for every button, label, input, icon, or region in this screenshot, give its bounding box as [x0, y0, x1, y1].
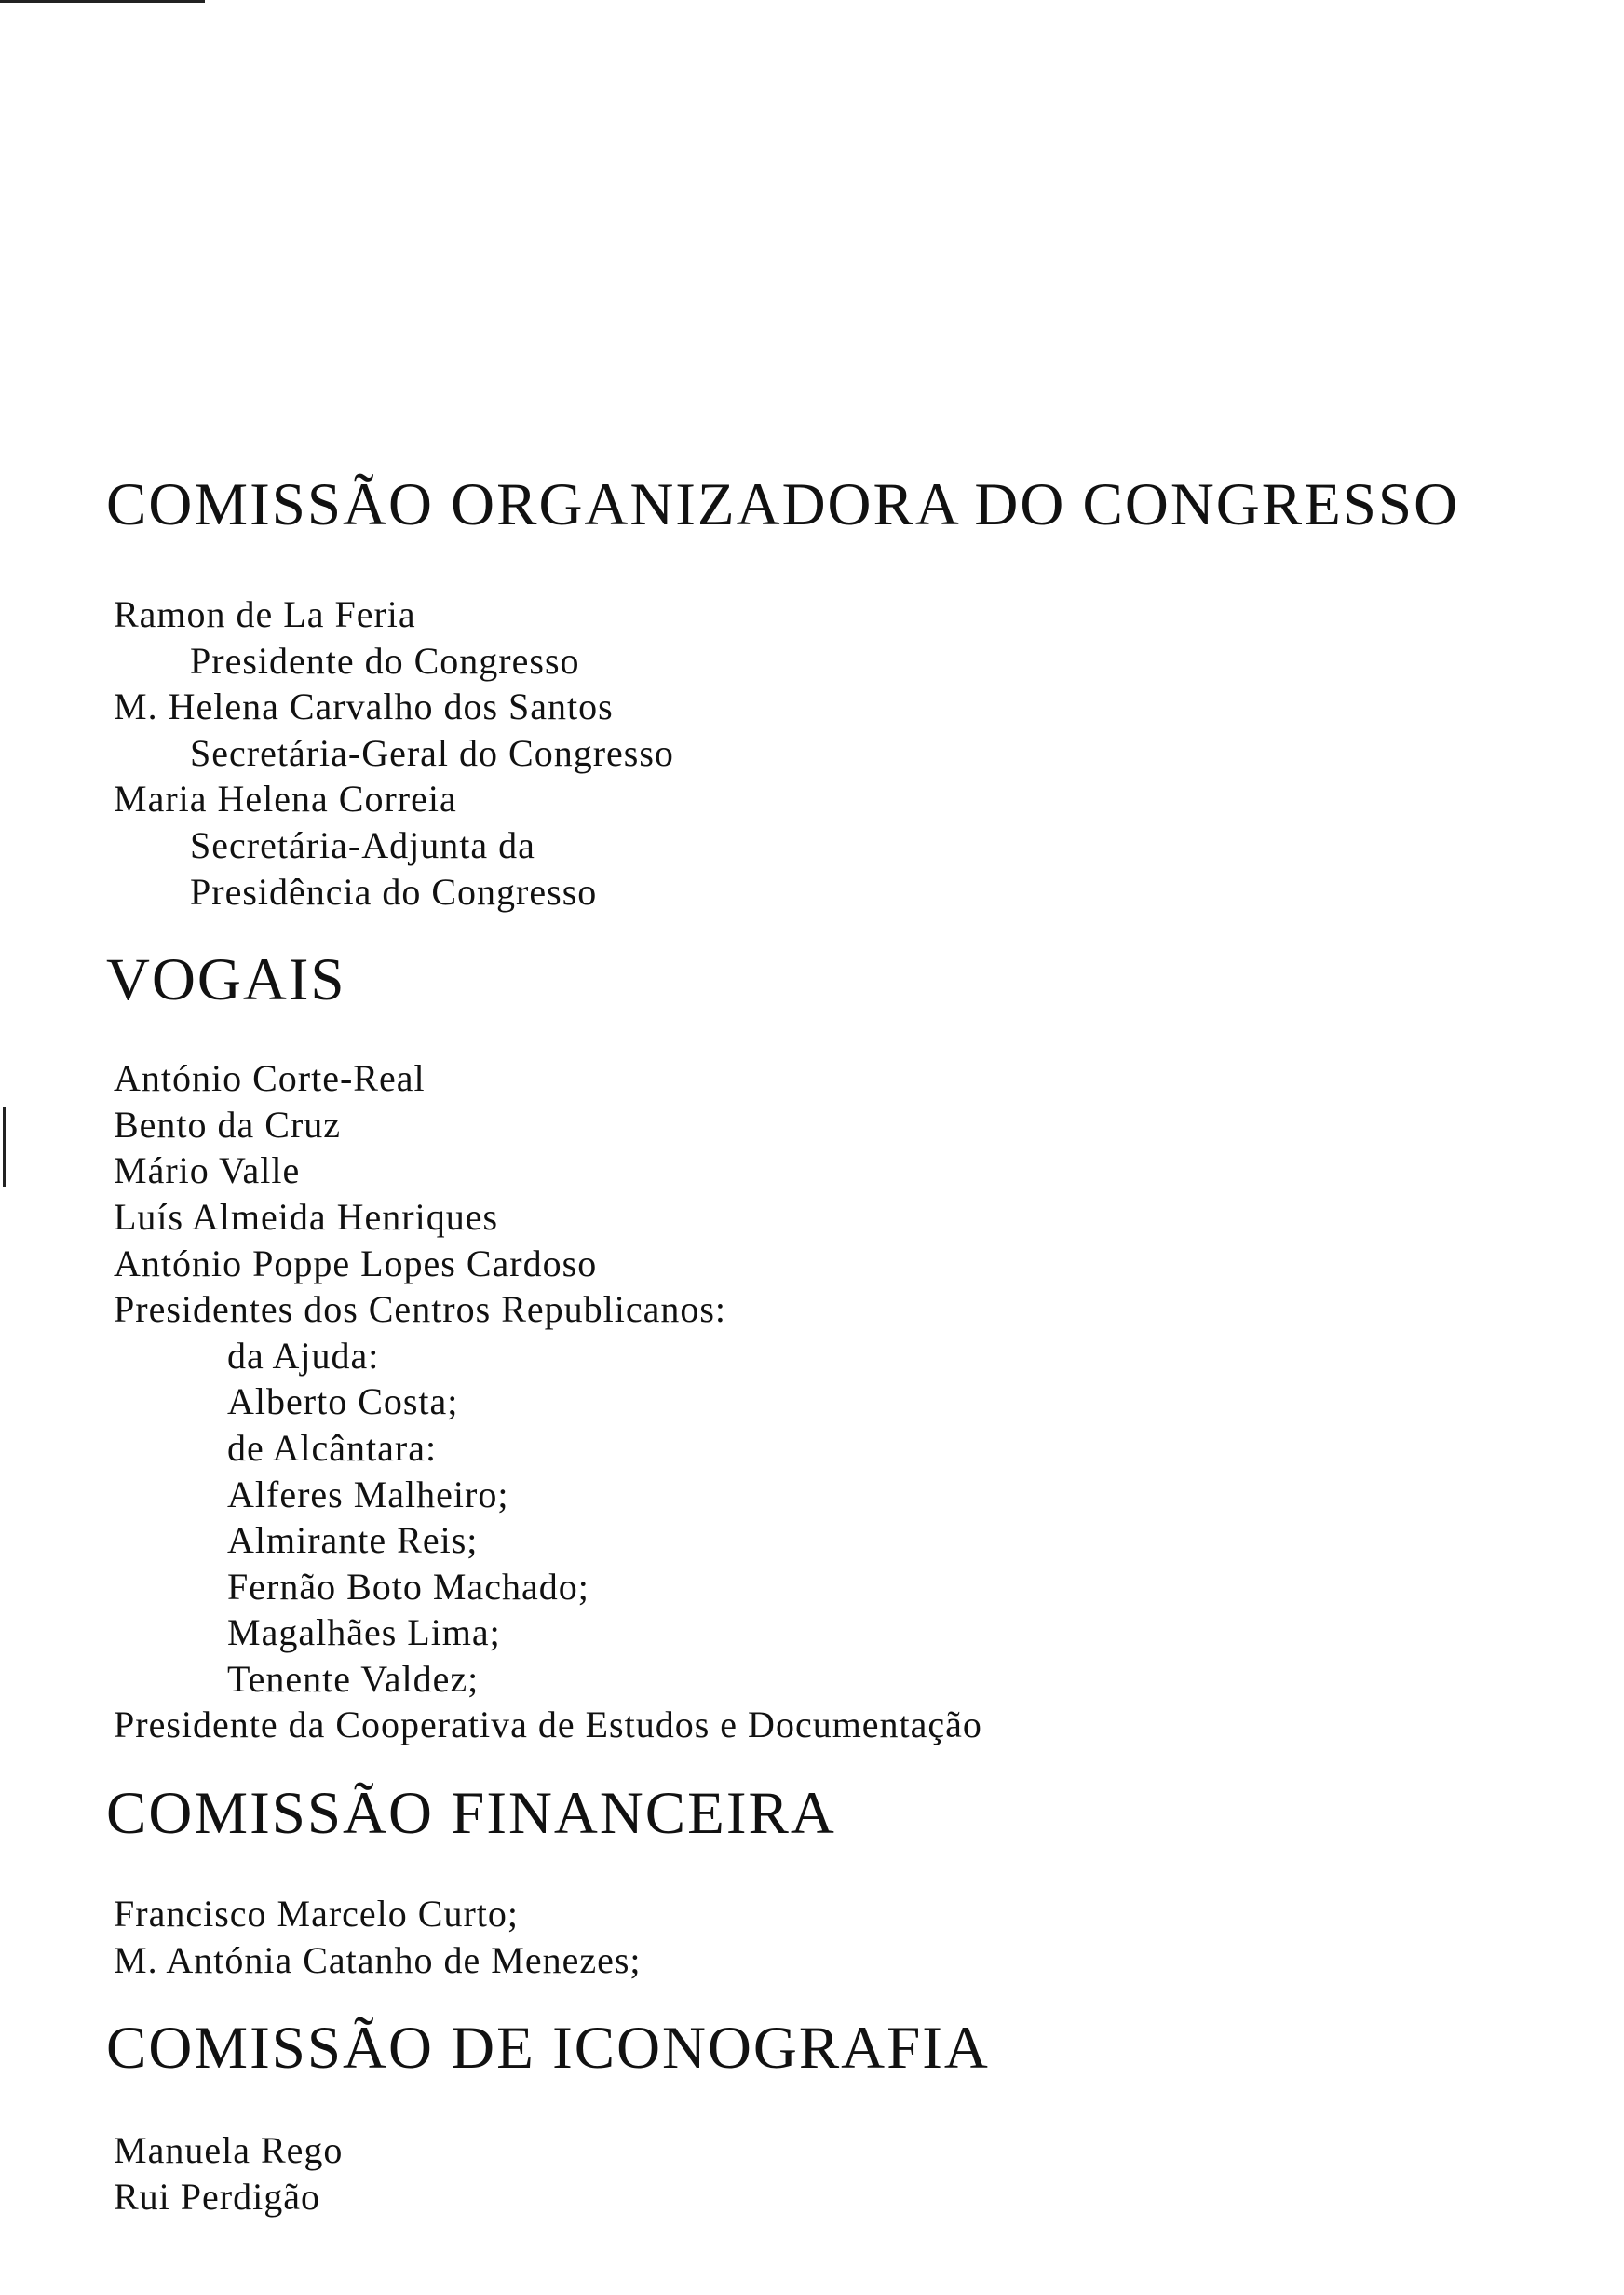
section-heading: COMISSÃO FINANCEIRA	[106, 1780, 836, 1848]
member-name: M. Antónia Catanho de Menezes;	[114, 1938, 642, 1981]
page-content	[106, 471, 1503, 2220]
member-name: António Corte-Real	[114, 1057, 426, 1100]
member-name: Ramon de La Feria	[114, 593, 416, 635]
centre-name: de Alcântara:	[227, 1426, 438, 1469]
margin-mark	[3, 1107, 6, 1187]
member-name: Manuela Rego	[114, 2129, 344, 2172]
section-heading: VOGAIS	[106, 946, 346, 1014]
section-heading: COMISSÃO DE ICONOGRAFIA	[106, 2015, 990, 2083]
centre-entry: Tenente Valdez;	[227, 1657, 480, 1700]
section-financial-committee	[106, 1780, 1503, 1983]
member-list	[106, 591, 1503, 915]
member-name: Bento da Cruz	[114, 1103, 342, 1146]
top-rule	[0, 0, 205, 3]
centre-entry: Almirante Reis;	[227, 1519, 479, 1562]
centre-entry: Fernão Boto Machado;	[227, 1565, 589, 1608]
member-role: Presidência do Congresso	[190, 870, 598, 913]
section-heading: COMISSÃO ORGANIZADORA DO CONGRESSO	[106, 471, 1460, 538]
member-role: Secretária-Geral do Congresso	[190, 731, 674, 774]
centre-entry: Alferes Malheiro;	[227, 1473, 509, 1515]
section-iconography-committee	[106, 2015, 1503, 2220]
member-name: Mário Valle	[114, 1149, 301, 1192]
member-name: António Poppe Lopes Cardoso	[114, 1242, 598, 1284]
section-vogais	[106, 946, 1503, 1748]
member-role: Secretária-Adjunta da	[190, 823, 535, 866]
centre-president: Alberto Costa;	[227, 1380, 459, 1423]
centre-name: da Ajuda:	[227, 1334, 380, 1377]
member-name: M. Helena Carvalho dos Santos	[114, 686, 614, 728]
member-name: Francisco Marcelo Curto;	[114, 1893, 519, 1935]
member-name: Rui Perdigão	[114, 2175, 320, 2218]
member-list	[106, 1055, 1503, 1748]
centre-entry: Magalhães Lima;	[227, 1611, 501, 1654]
group-label: Presidentes dos Centros Republicanos:	[114, 1288, 727, 1331]
member-list	[106, 1891, 1503, 1983]
member-name: Presidente da Cooperativa de Estudos e Documentação	[114, 1704, 982, 1746]
member-name: Maria Helena Correia	[114, 778, 457, 821]
member-list	[106, 2127, 1503, 2220]
section-organizing-committee	[106, 471, 1503, 915]
member-role: Presidente do Congresso	[190, 639, 580, 682]
member-name: Luís Almeida Henriques	[114, 1195, 499, 1238]
